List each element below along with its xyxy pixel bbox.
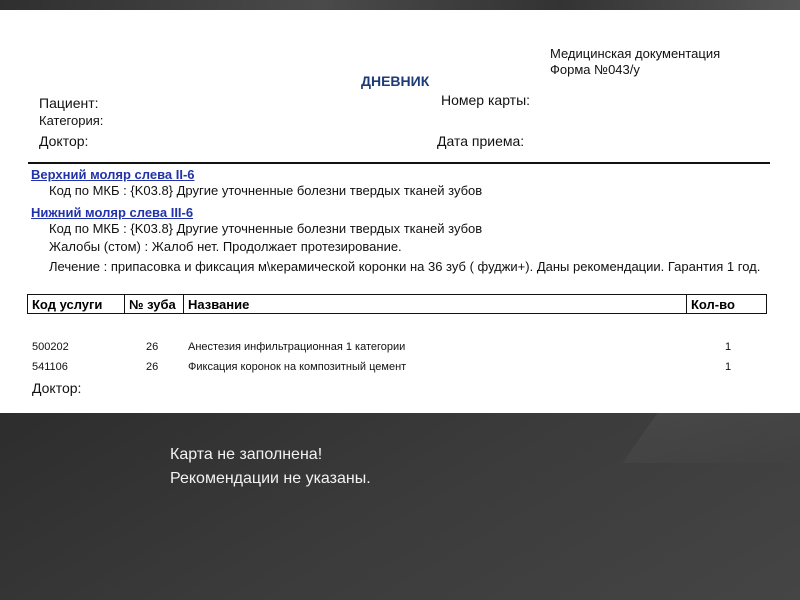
service-tooth: 26 — [146, 361, 159, 373]
service-name: Фиксация коронок на композитный цемент — [188, 361, 407, 373]
doctor-label: Доктор: — [39, 133, 89, 149]
service-tooth: 26 — [146, 341, 159, 353]
document-title: ДНЕВНИК — [361, 73, 430, 89]
card-number-label: Номер карты: — [441, 92, 531, 108]
col-service-code: Код услуги — [28, 295, 125, 314]
diary-document — [0, 10, 800, 413]
top-decor-bar — [0, 0, 800, 10]
complaints-line: Жалобы (стом) : Жалоб нет. Продолжает протезирование. — [49, 239, 402, 254]
form-line-1: Медицинская документация — [550, 46, 721, 61]
header-divider — [28, 162, 770, 164]
icd-code-line: Код по МКБ : {K03.8} Другие уточненные болезни твердых тканей зубов — [49, 183, 483, 198]
col-quantity: Кол-во — [687, 295, 767, 314]
tooth-link-upper-molar[interactable]: Верхний моляр слева II-6 — [31, 167, 195, 182]
service-code: 541106 — [32, 361, 68, 373]
col-service-name: Название — [184, 295, 687, 314]
tooth-link-lower-molar[interactable]: Нижний моляр слева III-6 — [31, 205, 194, 220]
service-qty: 1 — [725, 361, 732, 373]
slide-bottom-panel — [0, 413, 800, 600]
form-line-2: Форма №043/у — [550, 62, 640, 77]
treatment-line: Лечение : припасовка и фиксация м\керамической коронки на 36 зуб ( фуджи+). Даны рекомендации. Гарантия 1 год. — [49, 259, 761, 274]
icd-code-line: Код по МКБ : {K03.8} Другие уточненные болезни твердых тканей зубов — [49, 221, 483, 236]
services-table-header — [27, 294, 767, 314]
note-card-empty: Карта не заполнена! — [170, 446, 323, 463]
service-name: Анестезия инфильтрационная 1 категории — [188, 341, 406, 353]
service-qty: 1 — [725, 341, 732, 353]
patient-label: Пациент: — [39, 95, 99, 111]
note-no-recommendations: Рекомендации не указаны. — [170, 470, 371, 487]
category-label: Категория: — [39, 113, 104, 128]
col-tooth-number: № зуба — [125, 295, 184, 314]
visit-date-label: Дата приема: — [437, 133, 525, 149]
footer-doctor-label: Доктор: — [32, 380, 82, 396]
decor-stripe — [622, 413, 800, 463]
service-code: 500202 — [32, 341, 69, 353]
